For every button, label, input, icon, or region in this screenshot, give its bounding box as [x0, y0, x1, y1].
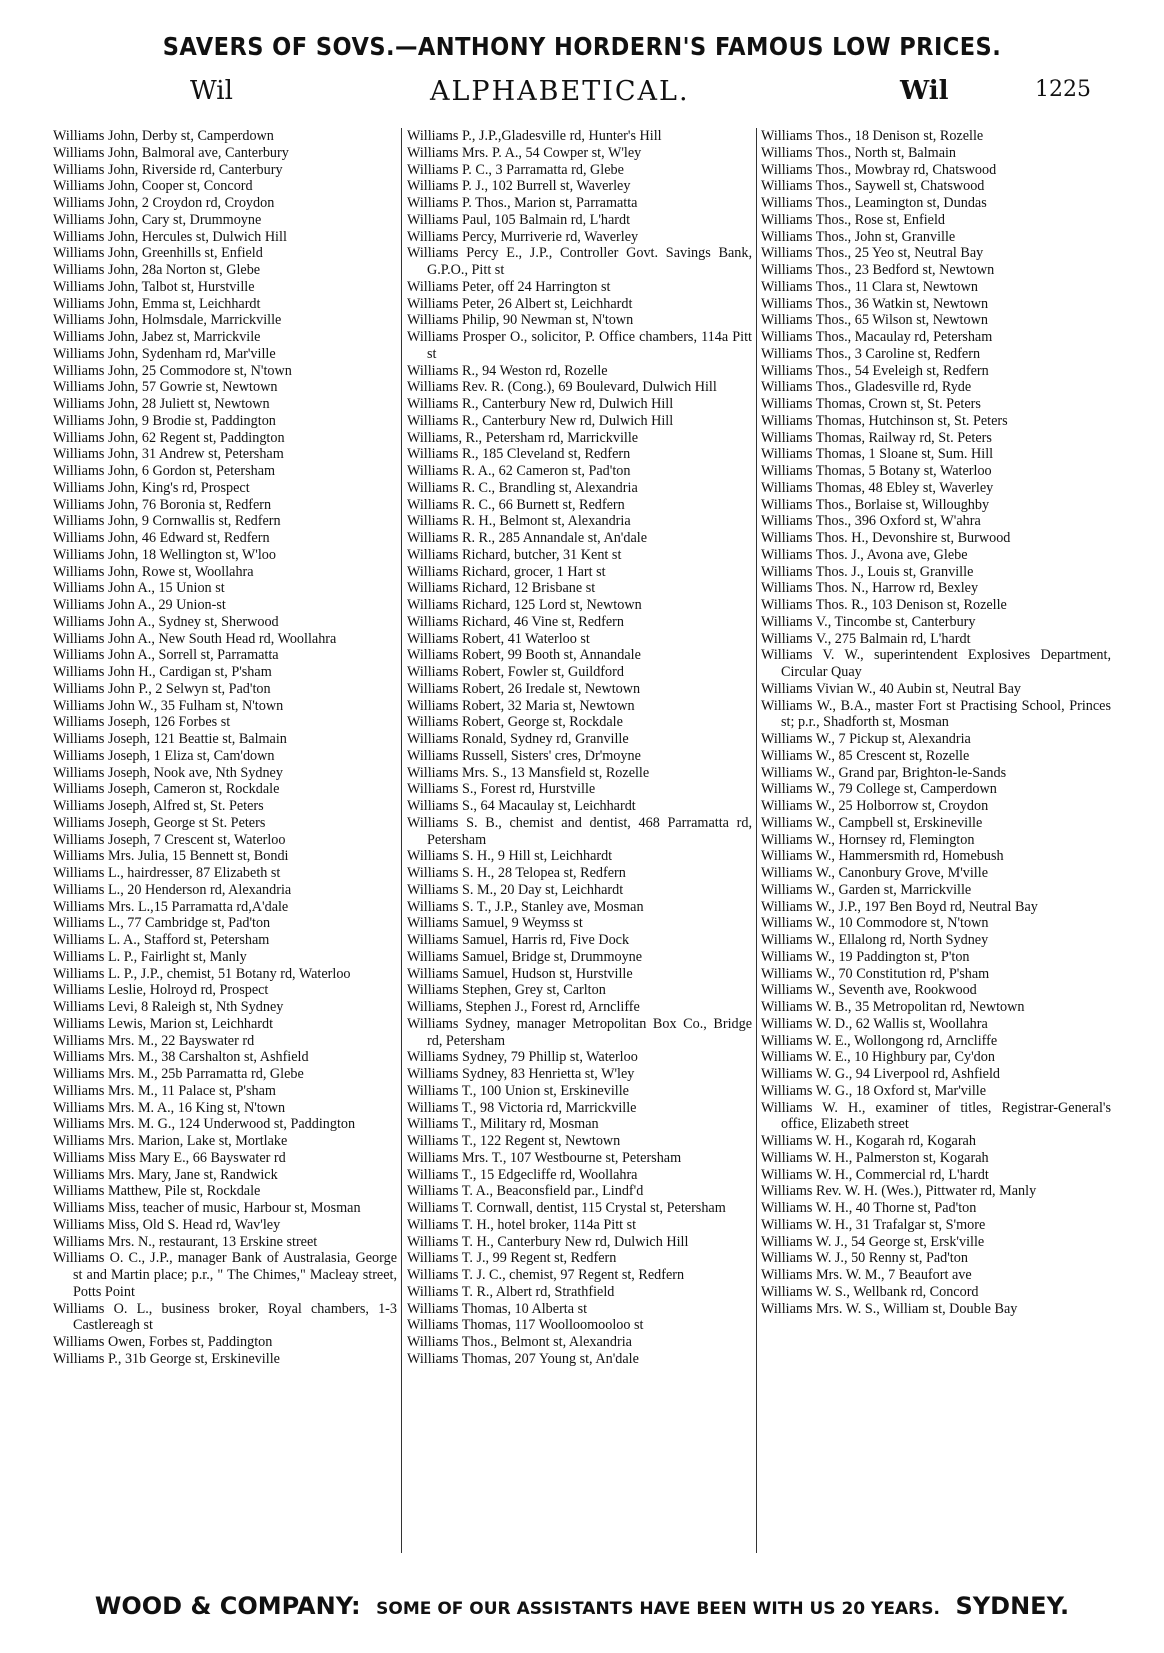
- directory-entry: Williams O. L., business broker, Royal chambers, 1-3 Castlereagh st: [53, 1300, 397, 1334]
- directory-entry: Williams Ronald, Sydney rd, Granville: [407, 731, 629, 747]
- directory-entry: Williams John, 28a Norton st, Glebe: [53, 262, 261, 278]
- directory-entry: Williams, R., Petersham rd, Marrickville: [407, 429, 639, 446]
- directory-entry: Williams T., Military rd, Mosman: [407, 1116, 599, 1133]
- directory-entry: Williams Samuel, Hudson st, Hurstville: [407, 965, 633, 982]
- directory-entry: Williams W., Grand par, Brighton-le-Sands: [761, 764, 1007, 781]
- directory-entry: Williams Thomas, 117 Woolloomooloo st: [407, 1317, 644, 1334]
- directory-entry: Williams W. H., 31 Trafalgar st, S'more: [761, 1216, 986, 1233]
- directory-entry: Williams Stephen, Grey st, Carlton: [407, 982, 606, 999]
- directory-entry: Williams John, Hercules st, Dulwich Hill: [53, 228, 287, 245]
- directory-entry: Williams Robert, 41 Waterloo st: [407, 630, 590, 647]
- directory-entry: Williams Thomas, Hutchinson st, St. Peters: [761, 412, 1008, 429]
- directory-entry: Williams Mrs. M., 11 Palace st, P'sham: [53, 1082, 276, 1099]
- directory-entry: Williams John, 46 Edward st, Redfern: [53, 530, 270, 546]
- directory-entry: Williams Mrs. M. A., 16 King st, N'town: [53, 1099, 286, 1116]
- directory-entry: Williams John A., 29 Union-st: [53, 597, 226, 613]
- directory-entry: Williams Mrs. Marion, Lake st, Mortlake: [53, 1133, 288, 1149]
- directory-entry: Williams Samuel, Bridge st, Drummoyne: [407, 948, 643, 965]
- banner-top: SAVERS OF SOVS.—ANTHONY HORDERN'S FAMOUS LOW PRICES.: [162, 32, 1002, 61]
- directory-entry: Williams John, 62 Regent st, Paddington: [53, 429, 285, 446]
- directory-entry: Williams Mrs. W. M., 7 Beaufort ave: [761, 1267, 972, 1283]
- directory-entry: Williams Thos., 3 Caroline st, Redfern: [761, 345, 981, 362]
- directory-entry: Williams R., 185 Cleveland st, Redfern: [407, 446, 631, 463]
- directory-entry: Williams Thos. R., 103 Denison st, Rozelle: [761, 597, 1007, 613]
- directory-entry: Williams Thos. H., Devonshire st, Burwood: [761, 530, 1011, 546]
- directory-entry: Williams Thos., 396 Oxford st, W'ahra: [761, 513, 981, 530]
- directory-entry: Williams Mrs. M., 22 Bayswater rd: [53, 1032, 255, 1049]
- directory-entry: Williams Percy, Murriverie rd, Waverley: [407, 228, 639, 245]
- directory-entry: Williams Thos., Rose st, Enfield: [761, 211, 945, 228]
- directory-entry: Williams R. A., 62 Cameron st, Pad'ton: [407, 463, 631, 479]
- directory-entry: Williams Mrs. P. A., 54 Cowper st, W'ley: [407, 144, 642, 161]
- directory-entry: Williams W. G., 94 Liverpool rd, Ashfield: [761, 1066, 1001, 1082]
- directory-entry: Williams Sydney, 79 Phillip st, Waterloo: [407, 1049, 638, 1066]
- directory-entry: Williams Thos., 25 Yeo st, Neutral Bay: [761, 245, 984, 262]
- directory-entry: Williams John P., 2 Selwyn st, Pad'ton: [53, 680, 271, 697]
- directory-entry: Williams Joseph, 7 Crescent st, Waterloo: [53, 831, 286, 848]
- directory-entry: Williams W. B., 35 Metropolitan rd, Newtown: [761, 999, 1025, 1015]
- directory-entry: Williams Thos. J., Avona ave, Glebe: [761, 546, 968, 563]
- directory-entry: Williams W. E., Wollongong rd, Arncliffe: [761, 1032, 998, 1049]
- directory-entry: Williams R. R., 285 Annandale st, An'dale: [407, 530, 647, 546]
- directory-entry: Williams Percy E., J.P., Controller Govt. Savings Bank, G.P.O., Pitt st: [407, 245, 752, 278]
- directory-entry: Williams Mrs. W. S., William st, Double Bay: [761, 1300, 1018, 1317]
- directory-entry: Williams W. H., examiner of titles, Registrar-General's office, Elizabeth street: [761, 1099, 1111, 1133]
- directory-entry: Williams S., Forest rd, Hurstville: [407, 781, 596, 798]
- directory-entry: Williams Thos., Borlaise st, Willoughby: [761, 496, 990, 513]
- directory-entry: Williams Thos., 11 Clara st, Newtown: [761, 278, 978, 295]
- directory-entry: Williams John, Jabez st, Marrickvile: [53, 329, 261, 345]
- running-head-left: Wil: [190, 76, 233, 106]
- directory-entry: Williams S. B., chemist and dentist, 468 Parramatta rd, Petersham: [407, 814, 752, 848]
- directory-entry: Williams Joseph, Nook ave, Nth Sydney: [53, 764, 283, 781]
- directory-entry: Williams Peter, 26 Albert st, Leichhardt: [407, 295, 633, 312]
- directory-entry: Williams Thomas, Crown st, St. Peters: [761, 396, 981, 412]
- directory-column-1: [53, 128, 397, 1553]
- directory-entry: Williams Joseph, 126 Forbes st: [53, 714, 231, 731]
- directory-entry: Williams John, Sydenham rd, Mar'ville: [53, 345, 276, 362]
- directory-entry: Williams S., 64 Macaulay st, Leichhardt: [407, 798, 636, 814]
- directory-entry: Williams V. W., superintendent Explosives Department, Circular Quay: [761, 647, 1111, 680]
- directory-entry: Williams John A., New South Head rd, Woollahra: [53, 630, 337, 647]
- directory-entry: Williams W., Hornsey rd, Flemington: [761, 831, 975, 848]
- directory-entry: Williams Thomas, Railway rd, St. Peters: [761, 429, 992, 446]
- directory-entry: Williams John H., Cardigan st, P'sham: [53, 664, 272, 680]
- directory-entry: Williams W. G., 18 Oxford st, Mar'ville: [761, 1082, 987, 1099]
- directory-entry: Williams John, 31 Andrew st, Petersham: [53, 446, 284, 463]
- directory-entry: Williams Mrs. M., 25b Parramatta rd, Glebe: [53, 1066, 304, 1082]
- directory-entry: Williams Miss Mary E., 66 Bayswater rd: [53, 1149, 286, 1166]
- directory-entry: Williams Thos., 18 Denison st, Rozelle: [761, 128, 984, 144]
- directory-entry: Williams Matthew, Pile st, Rockdale: [53, 1183, 261, 1200]
- directory-entry: Williams W., 25 Holborrow st, Croydon: [761, 798, 989, 814]
- directory-entry: Williams T. A., Beaconsfield par., Lindf'd: [407, 1183, 644, 1200]
- directory-entry: Williams Joseph, 121 Beattie st, Balmain: [53, 731, 287, 747]
- directory-entry: Williams T. Cornwall, dentist, 115 Crystal st, Petersham: [407, 1200, 726, 1216]
- directory-entry: Williams Richard, 12 Brisbane st: [407, 580, 596, 597]
- directory-entry: Williams John, Greenhills st, Enfield: [53, 245, 263, 262]
- directory-entry: Williams R. H., Belmont st, Alexandria: [407, 513, 631, 530]
- directory-entry: Williams John, King's rd, Prospect: [53, 479, 250, 496]
- directory-entry: Williams Samuel, Harris rd, Five Dock: [407, 932, 630, 948]
- directory-entry: Williams Peter, off 24 Harrington st: [407, 278, 611, 295]
- banner-bottom-right: SYDNEY.: [955, 1592, 1070, 1620]
- directory-entry: Williams John, Derby st, Camperdown: [53, 128, 274, 144]
- directory-entry: Williams Sydney, manager Metropolitan Box Co., Bridge rd, Petersham: [407, 1015, 752, 1049]
- directory-entry: Williams Thos., John st, Granville: [761, 228, 956, 245]
- directory-entry: Williams Paul, 105 Balmain rd, L'hardt: [407, 211, 631, 228]
- directory-entry: Williams P. C., 3 Parramatta rd, Glebe: [407, 161, 624, 178]
- directory-entry: Williams Robert, 32 Maria st, Newtown: [407, 697, 635, 714]
- directory-entry: Williams Thos., Saywell st, Chatswood: [761, 178, 985, 195]
- page-number: 1225: [1035, 77, 1091, 102]
- directory-entry: Williams John, Talbot st, Hurstville: [53, 278, 255, 295]
- directory-entry: Williams R., 94 Weston rd, Rozelle: [407, 362, 608, 379]
- directory-entry: Williams Philip, 90 Newman st, N'town: [407, 312, 634, 329]
- directory-entry: Williams V., 275 Balmain rd, L'hardt: [761, 630, 971, 647]
- directory-entry: Williams Joseph, 1 Eliza st, Cam'down: [53, 747, 275, 764]
- directory-entry: Williams John W., 35 Fulham st, N'town: [53, 697, 284, 714]
- directory-entry: Williams Thos., 54 Eveleigh st, Redfern: [761, 362, 989, 379]
- directory-entry: Williams John, Rowe st, Woollahra: [53, 563, 254, 580]
- directory-entry: Williams T. J., 99 Regent st, Redfern: [407, 1250, 617, 1267]
- directory-column-3: [761, 128, 1111, 1553]
- directory-entry: Williams L. P., J.P., chemist, 51 Botany rd, Waterloo: [53, 965, 351, 982]
- directory-entry: Williams Mrs. T., 107 Westbourne st, Petersham: [407, 1149, 682, 1166]
- directory-entry: Williams John, 76 Boronia st, Redfern: [53, 496, 272, 513]
- directory-entry: Williams W., 7 Pickup st, Alexandria: [761, 731, 971, 747]
- directory-entry: Williams John, 18 Wellington st, W'loo: [53, 546, 276, 563]
- directory-entry: Williams John, Cary st, Drummoyne: [53, 211, 262, 228]
- column-rule-1: [401, 128, 402, 1553]
- running-head-center: ALPHABETICAL.: [430, 76, 690, 107]
- directory-entry: Williams W., Campbell st, Erskineville: [761, 814, 983, 831]
- banner-bottom-left: WOOD & COMPANY:: [94, 1592, 361, 1620]
- directory-entry: Williams John A., 15 Union st: [53, 580, 225, 597]
- directory-entry: Williams John, 6 Gordon st, Petersham: [53, 463, 276, 479]
- directory-entry: Williams Thos., 65 Wilson st, Newtown: [761, 312, 988, 329]
- directory-entry: Williams John, 57 Gowrie st, Newtown: [53, 379, 278, 396]
- directory-entry: Williams Thos. J., Louis st, Granville: [761, 563, 974, 580]
- directory-entry: Williams W., 85 Crescent st, Rozelle: [761, 747, 970, 764]
- directory-entry: Williams Thos., Belmont st, Alexandria: [407, 1334, 632, 1350]
- directory-entry: Williams Mrs. M., 38 Carshalton st, Ashfield: [53, 1049, 309, 1066]
- directory-entry: Williams Prosper O., solicitor, P. Office chambers, 114a Pitt st: [407, 329, 752, 362]
- directory-entry: Williams P. J., 102 Burrell st, Waverley: [407, 178, 631, 195]
- directory-entry: Williams S. M., 20 Day st, Leichhardt: [407, 881, 624, 898]
- directory-entry: Williams Thos. N., Harrow rd, Bexley: [761, 580, 979, 597]
- directory-entry: Williams Robert, Fowler st, Guildford: [407, 664, 624, 680]
- directory-entry: Williams Mrs. N., restaurant, 13 Erskine street: [53, 1233, 318, 1250]
- directory-entry: Williams W. D., 62 Wallis st, Woollahra: [761, 1015, 988, 1032]
- directory-entry: Williams Mrs. Mary, Jane st, Randwick: [53, 1166, 278, 1183]
- directory-entry: Williams T., 122 Regent st, Newtown: [407, 1133, 621, 1149]
- directory-entry: Williams Russell, Sisters' cres, Dr'moyne: [407, 747, 641, 764]
- directory-entry: Williams John, Balmoral ave, Canterbury: [53, 144, 289, 161]
- directory-entry: Williams W., Ellalong rd, North Sydney: [761, 932, 989, 948]
- directory-entry: Williams Rev. W. H. (Wes.), Pittwater rd, Manly: [761, 1183, 1037, 1200]
- directory-entry: Williams Vivian W., 40 Aubin st, Neutral Bay: [761, 680, 1021, 697]
- directory-entry: Williams Thos., Macaulay rd, Petersham: [761, 329, 993, 345]
- directory-entry: Williams John, 9 Cornwallis st, Redfern: [53, 513, 281, 530]
- directory-entry: Williams S. H., 28 Telopea st, Redfern: [407, 865, 626, 881]
- directory-entry: Williams Thos., 23 Bedford st, Newtown: [761, 262, 995, 278]
- directory-entry: Williams W., 10 Commodore st, N'town: [761, 915, 989, 932]
- directory-entry: Williams L., 20 Henderson rd, Alexandria: [53, 881, 292, 898]
- directory-entry: Williams W., B.A., master Fort st Practising School, Princes st; p.r., Shadforth st, Mosman: [761, 697, 1111, 731]
- directory-entry: Williams John, Emma st, Leichhardt: [53, 295, 261, 312]
- directory-entry: Williams P., J.P.,Gladesville rd, Hunter's Hill: [407, 128, 662, 144]
- directory-entry: Williams Sydney, 83 Henrietta st, W'ley: [407, 1066, 635, 1082]
- directory-entry: Williams Richard, butcher, 31 Kent st: [407, 546, 622, 563]
- directory-entry: Williams Thomas, 10 Alberta st: [407, 1300, 588, 1317]
- directory-entry: Williams T. R., Albert rd, Strathfield: [407, 1283, 615, 1300]
- directory-entry: Williams Richard, 125 Lord st, Newtown: [407, 597, 642, 613]
- directory-entry: Williams R. C., 66 Burnett st, Redfern: [407, 496, 625, 513]
- directory-entry: Williams L. P., Fairlight st, Manly: [53, 948, 247, 965]
- directory-entry: Williams T., 100 Union st, Erskineville: [407, 1082, 629, 1099]
- directory-entry: Williams John, Riverside rd, Canterbury: [53, 161, 283, 178]
- directory-entry: Williams R. C., Brandling st, Alexandria: [407, 479, 638, 496]
- directory-entry: Williams L. A., Stafford st, Petersham: [53, 932, 270, 948]
- directory-entry: Williams T., 98 Victoria rd, Marrickville: [407, 1099, 637, 1116]
- directory-entry: Williams Owen, Forbes st, Paddington: [53, 1334, 273, 1350]
- directory-entry: Williams John, 28 Juliett st, Newtown: [53, 396, 270, 412]
- directory-entry: Williams W. S., Wellbank rd, Concord: [761, 1283, 979, 1300]
- directory-entry: Williams Rev. R. (Cong.), 69 Boulevard, Dulwich Hill: [407, 379, 717, 396]
- directory-entry: Williams W. H., Commercial rd, L'hardt: [761, 1166, 989, 1183]
- directory-entry: Williams John A., Sorrell st, Parramatta: [53, 647, 279, 664]
- directory-entry: Williams W., 79 College st, Camperdown: [761, 781, 997, 798]
- directory-entry: Williams W. J., 50 Renny st, Pad'ton: [761, 1250, 968, 1267]
- directory-entry: Williams W., Hammersmith rd, Homebush: [761, 848, 1004, 865]
- directory-entry: Williams John A., Sydney st, Sherwood: [53, 613, 279, 630]
- banner-bottom: [0, 1592, 1164, 1620]
- directory-entry: Williams T. H., Canterbury New rd, Dulwich Hill: [407, 1233, 689, 1250]
- directory-entry: Williams W. H., 40 Thorne st, Pad'ton: [761, 1200, 977, 1216]
- directory-entry: Williams T. H., hotel broker, 114a Pitt st: [407, 1216, 637, 1233]
- directory-entry: Williams Mrs. Julia, 15 Bennett st, Bondi: [53, 848, 289, 865]
- directory-entry: Williams L., 77 Cambridge st, Pad'ton: [53, 915, 271, 932]
- directory-entry: Williams Mrs. M. G., 124 Underwood st, Paddington: [53, 1116, 356, 1133]
- directory-entry: Williams Samuel, 9 Weymss st: [407, 915, 583, 932]
- directory-entry: Williams V., Tincombe st, Canterbury: [761, 613, 976, 630]
- directory-entry: Williams Joseph, Cameron st, Rockdale: [53, 781, 280, 798]
- directory-entry: Williams S. H., 9 Hill st, Leichhardt: [407, 848, 613, 865]
- directory-entry: Williams S. T., J.P., Stanley ave, Mosman: [407, 898, 644, 915]
- directory-entry: Williams W., Canonbury Grove, M'ville: [761, 865, 988, 881]
- directory-entry: Williams W., 19 Paddington st, P'ton: [761, 948, 970, 965]
- directory-entry: Williams P., 31b George st, Erskineville: [53, 1350, 280, 1367]
- directory-entry: Williams W., Garden st, Marrickville: [761, 881, 972, 898]
- directory-entry: Williams Mrs. S., 13 Mansfield st, Rozelle: [407, 764, 650, 781]
- directory-entry: Williams W., 70 Constitution rd, P'sham: [761, 965, 990, 982]
- column-rule-2: [756, 128, 757, 1553]
- directory-entry: Williams O. C., J.P., manager Bank of Australasia, George st and Martin place; p.r., " The Chimes," Macleay street, Potts Point: [53, 1250, 397, 1300]
- directory-entry: Williams Thomas, 1 Sloane st, Sum. Hill: [761, 446, 994, 463]
- directory-entry: Williams Thos., Leamington st, Dundas: [761, 195, 987, 211]
- directory-entry: Williams T. J. C., chemist, 97 Regent st, Redfern: [407, 1267, 685, 1283]
- directory-entry: Williams W. E., 10 Highbury par, Cy'don: [761, 1049, 995, 1066]
- banner-bottom-middle: SOME OF OUR ASSISTANTS HAVE BEEN WITH US 20 YEARS.: [376, 1599, 940, 1619]
- directory-entry: Williams Robert, George st, Rockdale: [407, 714, 623, 731]
- directory-entry: Williams Thomas, 207 Young st, An'dale: [407, 1350, 639, 1367]
- running-head-right: Wil: [900, 76, 949, 106]
- directory-entry: Williams Thomas, 5 Botany st, Waterloo: [761, 463, 992, 479]
- directory-entry: Williams T., 15 Edgecliffe rd, Woollahra: [407, 1166, 638, 1183]
- directory-entry: Williams Richard, 46 Vine st, Redfern: [407, 613, 624, 630]
- directory-entry: Williams R., Canterbury New rd, Dulwich Hill: [407, 396, 674, 412]
- directory-entry: Williams W. H., Palmerston st, Kogarah: [761, 1149, 989, 1166]
- directory-entry: Williams John, Holmsdale, Marrickville: [53, 312, 282, 329]
- directory-entry: Williams W., Seventh ave, Rookwood: [761, 982, 977, 999]
- directory-entry: Williams Thomas, 48 Ebley st, Waverley: [761, 479, 994, 496]
- directory-entry: Williams Mrs. L.,15 Parramatta rd,A'dale: [53, 898, 289, 915]
- directory-entry: Williams Thos., Gladesville rd, Ryde: [761, 379, 972, 396]
- directory-entry: Williams W. H., Kogarah rd, Kogarah: [761, 1133, 976, 1149]
- directory-entry: Williams Thos., North st, Balmain: [761, 144, 957, 161]
- directory-entry: Williams Richard, grocer, 1 Hart st: [407, 563, 606, 580]
- directory-entry: Williams W., J.P., 197 Ben Boyd rd, Neutral Bay: [761, 898, 1038, 915]
- directory-column-2: [407, 128, 752, 1553]
- directory-entry: Williams Leslie, Holroyd rd, Prospect: [53, 982, 269, 999]
- directory-entry: Williams Levi, 8 Raleigh st, Nth Sydney: [53, 999, 284, 1015]
- directory-entry: Williams Thos., Mowbray rd, Chatswood: [761, 161, 997, 178]
- directory-entry: Williams W. J., 54 George st, Ersk'ville: [761, 1233, 985, 1250]
- directory-entry: Williams Miss, Old S. Head rd, Wav'ley: [53, 1216, 281, 1233]
- directory-entry: Williams Joseph, George st St. Peters: [53, 814, 266, 831]
- directory-entry: Williams Joseph, Alfred st, St. Peters: [53, 798, 264, 814]
- directory-entry: Williams Robert, 26 Iredale st, Newtown: [407, 680, 641, 697]
- directory-entry: Williams Miss, teacher of music, Harbour st, Mosman: [53, 1200, 361, 1216]
- directory-entry: Williams R., Canterbury New rd, Dulwich Hill: [407, 412, 674, 429]
- directory-entry: Williams Robert, 99 Booth st, Annandale: [407, 647, 641, 664]
- directory-entry: Williams Lewis, Marion st, Leichhardt: [53, 1015, 274, 1032]
- directory-entry: Williams John, 9 Brodie st, Paddington: [53, 412, 276, 429]
- directory-entry: Williams Thos., 36 Watkin st, Newtown: [761, 295, 989, 312]
- directory-entry: Williams, Stephen J., Forest rd, Arncliffe: [407, 999, 640, 1015]
- directory-entry: Williams John, 2 Croydon rd, Croydon: [53, 195, 275, 211]
- directory-entry: Williams John, 25 Commodore st, N'town: [53, 362, 292, 379]
- directory-entry: Williams L., hairdresser, 87 Elizabeth st: [53, 865, 281, 881]
- directory-entry: Williams P. Thos., Marion st, Parramatta: [407, 195, 638, 211]
- directory-entry: Williams John, Cooper st, Concord: [53, 178, 253, 195]
